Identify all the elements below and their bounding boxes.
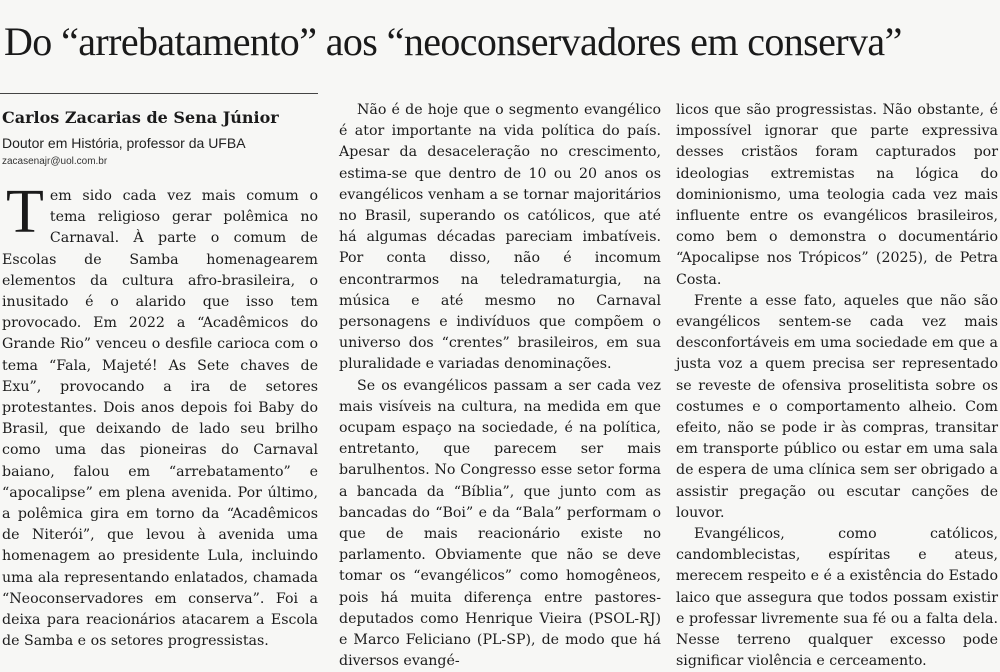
- paragraph: [2, 178, 318, 652]
- author-credential: Doutor em História, professor da UFBA: [2, 135, 246, 151]
- author-name: Carlos Zacarias de Sena Júnior: [2, 108, 279, 127]
- paragraph-text: em sido cada vez mais comum o tema religioso gerar polêmica no Carnaval. À parte o comum de Escolas de Samba homenagearem elementos da cultura afro-brasileira, o inusitado é o alarido que isso tem provocado. Em 2022 a “Acadêmicos do Grande Rio” venceu o desfile carioca com o tema “Fala, Majeté! As Sete chaves de Exu”, provocando a ira de setores protestantes. Dois anos depois foi Baby do Brasil, que deixando de lado seu brilho como uma das pioneiras do Carnaval baiano, falou em “arrebatamento” e “apocalipse” em plena avenida. Por último, a polêmica gira em torno da “Acadêmicos de Niterói”, que levou à avenida uma homenagem ao presidente Lula, incluindo uma ala representando enlatados, chamada “Neoconservadores em conserva”. Foi a deixa para reacionários atacarem a Escola de Samba e os setores progressistas.: [2, 188, 318, 650]
- paragraph: Não é de hoje que o segmento evangélico é ator importante na vida política do país. Apesar da desaceleração no crescimento, estima-se que dentro de 10 ou 20 anos os evangélicos venham a se tornar majoritários no Brasil, superando os católicos, que até há algumas décadas pareciam imbatíveis. Por conta disso, não é incomum encontrarmos na teledramaturgia, na música e até mesmo no Carnaval personagens e indivíduos que compõem o universo dos “crentes” brasileiros, em sua pluralidade e variadas denominações.: [339, 102, 661, 373]
- paragraph: Se os evangélicos passam a ser cada vez mais visíveis na cultura, na medida em que ocupam espaço na sociedade, é na política, entretanto, que parecem ser mais barulhentos. No Congresso esse setor forma a bancada da “Bíblia”, que junto com as bancadas do “Boi” e da “Bala” performam o que de mais reacionário existe no parlamento. Obviamente que não se deve tomar os “evangélicos” como homogêneos, pois há muita diferença entre pastores-deputados como Henrique Vieira (PSOL-RJ) e Marco Feliciano (PL-SP), de modo que há diversos evangé-: [339, 377, 661, 670]
- column-1: [2, 178, 318, 652]
- column-2: [339, 100, 661, 672]
- headline: Do “arrebatamento” aos “neoconservadores em conserva”: [4, 19, 902, 64]
- drop-cap: T: [6, 178, 44, 246]
- byline-rule: [0, 93, 318, 94]
- paragraph: Evangélicos, como católicos, candomblecistas, espíritas e ateus, merecem respeito e é a existência do Estado laico que assegura que todos possam existir e professar livremente sua fé ou a falta dela. Nesse terreno qualquer excesso pode significar violência e cerceamento.: [676, 526, 998, 670]
- author-email: zacasenajr@uol.com.br: [2, 156, 108, 167]
- paragraph: licos que são progressistas. Não obstante, é impossível ignorar que parte expressiva desses cristãos foram capturados por ideologias extremistas na lógica do dominionismo, uma teologia cada vez mais influente entre os evangélicos brasileiros, como bem o demonstra o documentário “Apocalipse nos Trópicos” (2025), de Petra Costa.: [676, 102, 998, 288]
- column-3: [676, 100, 998, 672]
- paragraph: Frente a esse fato, aqueles que não são evangélicos sentem-se cada vez mais desconfortáveis em uma sociedade em que a justa voz a quem precisa ser representado se reveste de ofensiva proselitista sobre os costumes e o comportamento alheio. Com efeito, não se pode ir às compras, transitar em transporte público ou estar em uma sala de espera de uma clínica sem ser obrigado a assistir pregação ou escutar canções de louvor.: [676, 292, 998, 521]
